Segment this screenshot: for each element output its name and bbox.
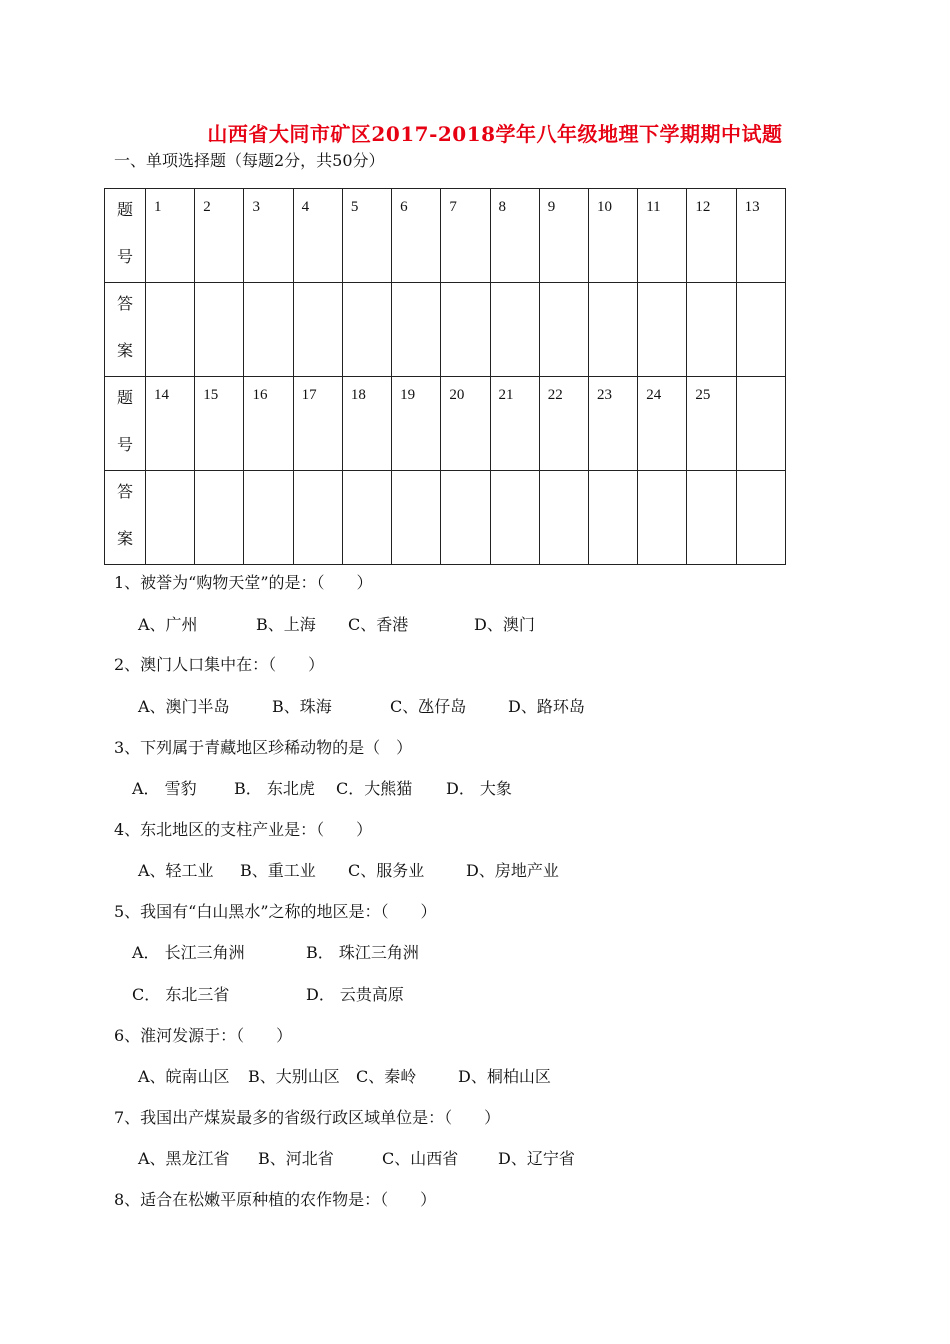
answer-cell[interactable] bbox=[441, 283, 490, 377]
answer-grid bbox=[104, 188, 786, 565]
answer-cell[interactable] bbox=[244, 471, 293, 565]
question-7-stem: 7、我国出产煤炭最多的省级行政区域单位是：（ ） bbox=[114, 1108, 501, 1127]
question-8-stem: 8、适合在松嫩平原种植的农作物是：（ ） bbox=[114, 1190, 437, 1209]
answer-cell[interactable] bbox=[293, 471, 342, 565]
daan-label: 答 案 bbox=[105, 471, 146, 565]
q4-option-d: D、房地产业 bbox=[466, 861, 559, 880]
q1-option-a: A、广州 bbox=[138, 615, 198, 634]
number-cell: 4 bbox=[293, 189, 342, 283]
page-title: 山西省大同市矿区2017-2018学年八年级地理下学期期中试题 bbox=[207, 122, 783, 146]
number-cell: 3 bbox=[244, 189, 293, 283]
number-cell: 2 bbox=[195, 189, 244, 283]
q6-option-a: A、皖南山区 bbox=[138, 1067, 230, 1086]
answer-cell[interactable] bbox=[342, 471, 391, 565]
q2-option-b: B、珠海 bbox=[272, 697, 332, 716]
answer-cell[interactable] bbox=[146, 283, 195, 377]
number-cell: 10 bbox=[588, 189, 637, 283]
q7-option-b: B、河北省 bbox=[258, 1149, 334, 1168]
answer-cell[interactable] bbox=[736, 471, 785, 565]
q3-option-b: B． 东北虎 bbox=[234, 779, 315, 798]
answer-cell[interactable] bbox=[490, 283, 539, 377]
q4-option-c: C、服务业 bbox=[348, 861, 425, 880]
question-5-stem: 5、我国有“白山黑水”之称的地区是：（ ） bbox=[114, 902, 437, 921]
q2-option-d: D、路环岛 bbox=[508, 697, 585, 716]
tihao-label: 题 号 bbox=[105, 377, 146, 471]
q1-option-c: C、香港 bbox=[348, 615, 409, 634]
tihao-label: 题 号 bbox=[105, 189, 146, 283]
answer-cell[interactable] bbox=[638, 283, 687, 377]
q6-option-d: D、桐柏山区 bbox=[458, 1067, 551, 1086]
answer-row bbox=[105, 471, 786, 565]
q3-option-c: C．大熊猫 bbox=[336, 779, 413, 798]
number-cell: 5 bbox=[342, 189, 391, 283]
number-cell: 16 bbox=[244, 377, 293, 471]
number-cell: 21 bbox=[490, 377, 539, 471]
q1-option-b: B、上海 bbox=[256, 615, 316, 634]
number-cell: 22 bbox=[539, 377, 588, 471]
question-4-stem: 4、东北地区的支柱产业是：（ ） bbox=[114, 820, 373, 839]
answer-cell[interactable] bbox=[539, 283, 588, 377]
number-row bbox=[105, 189, 786, 283]
number-cell: 11 bbox=[638, 189, 687, 283]
daan-label: 答 案 bbox=[105, 283, 146, 377]
answer-cell[interactable] bbox=[736, 283, 785, 377]
number-cell: 12 bbox=[687, 189, 736, 283]
q7-option-c: C、山西省 bbox=[382, 1149, 459, 1168]
answer-cell[interactable] bbox=[195, 471, 244, 565]
question-6-stem: 6、淮河发源于：（ ） bbox=[114, 1026, 293, 1045]
q6-option-b: B、大别山区 bbox=[248, 1067, 340, 1086]
number-cell: 19 bbox=[392, 377, 441, 471]
number-cell: 20 bbox=[441, 377, 490, 471]
number-cell: 14 bbox=[146, 377, 195, 471]
question-3-stem: 3、下列属于青藏地区珍稀动物的是（ ） bbox=[114, 738, 413, 757]
number-cell: 7 bbox=[441, 189, 490, 283]
q3-option-d: D． 大象 bbox=[446, 779, 512, 798]
answer-cell[interactable] bbox=[638, 471, 687, 565]
q2-option-a: A、澳门半岛 bbox=[138, 697, 230, 716]
answer-row bbox=[105, 283, 786, 377]
answer-cell[interactable] bbox=[588, 471, 637, 565]
number-cell: 23 bbox=[588, 377, 637, 471]
question-1-stem: 1、被誉为“购物天堂”的是：（ ） bbox=[114, 573, 373, 592]
number-cell: 9 bbox=[539, 189, 588, 283]
number-cell bbox=[736, 377, 785, 471]
number-cell: 8 bbox=[490, 189, 539, 283]
answer-cell[interactable] bbox=[441, 471, 490, 565]
answer-cell[interactable] bbox=[392, 471, 441, 565]
q4-option-b: B、重工业 bbox=[240, 861, 316, 880]
answer-cell[interactable] bbox=[392, 283, 441, 377]
answer-cell[interactable] bbox=[539, 471, 588, 565]
q4-option-a: A、轻工业 bbox=[138, 861, 214, 880]
q2-option-c: C、氹仔岛 bbox=[390, 697, 467, 716]
answer-cell[interactable] bbox=[490, 471, 539, 565]
number-cell: 13 bbox=[736, 189, 785, 283]
q5-option-d: D． 云贵高原 bbox=[306, 985, 404, 1004]
answer-cell[interactable] bbox=[244, 283, 293, 377]
question-2-stem: 2、澳门人口集中在：（ ） bbox=[114, 655, 325, 674]
q7-option-d: D、辽宁省 bbox=[498, 1149, 575, 1168]
answer-cell[interactable] bbox=[687, 471, 736, 565]
q5-option-c: C． 东北三省 bbox=[132, 985, 230, 1004]
q1-option-d: D、澳门 bbox=[474, 615, 535, 634]
answer-cell[interactable] bbox=[342, 283, 391, 377]
number-cell: 6 bbox=[392, 189, 441, 283]
answer-cell[interactable] bbox=[195, 283, 244, 377]
number-row bbox=[105, 377, 786, 471]
q6-option-c: C、秦岭 bbox=[356, 1067, 417, 1086]
number-cell: 24 bbox=[638, 377, 687, 471]
number-cell: 15 bbox=[195, 377, 244, 471]
number-cell: 1 bbox=[146, 189, 195, 283]
number-cell: 25 bbox=[687, 377, 736, 471]
q3-option-a: A． 雪豹 bbox=[132, 779, 197, 798]
answer-cell[interactable] bbox=[293, 283, 342, 377]
number-cell: 17 bbox=[293, 377, 342, 471]
answer-cell[interactable] bbox=[687, 283, 736, 377]
number-cell: 18 bbox=[342, 377, 391, 471]
answer-cell[interactable] bbox=[588, 283, 637, 377]
q5-option-a: A． 长江三角洲 bbox=[132, 943, 245, 962]
q5-option-b: B． 珠江三角洲 bbox=[306, 943, 419, 962]
answer-cell[interactable] bbox=[146, 471, 195, 565]
q7-option-a: A、黑龙江省 bbox=[138, 1149, 230, 1168]
section-heading: 一、单项选择题（每题2分，共50分） bbox=[114, 151, 385, 170]
